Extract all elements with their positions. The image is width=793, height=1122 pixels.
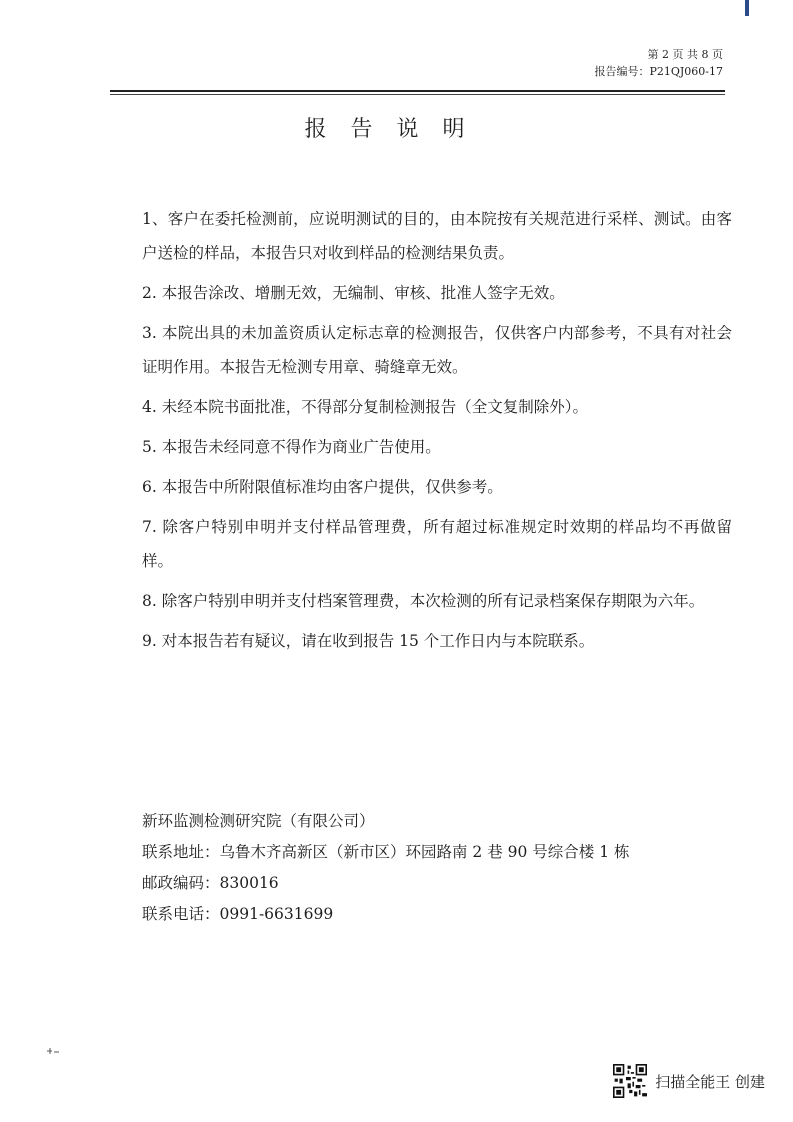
page-info: 第 2 页 共 8 页: [647, 48, 723, 61]
notice-item-9: 9. 对本报告若有疑议，请在收到报告 15 个工作日内与本院联系。: [142, 632, 595, 650]
header-rule-thin: [110, 94, 725, 95]
scanner-watermark: [613, 1064, 765, 1098]
edge-mark: [745, 0, 749, 16]
notice-item-5: 5. 本报告未经同意不得作为商业广告使用。: [142, 438, 441, 456]
notice-item-3: 3. 本院出具的未加盖资质认定标志章的检测报告，仅供客户内部参考，不具有对社会证明作用。本报告无检测专用章、骑缝章无效。: [142, 324, 732, 376]
notice-item-6: 6. 本报告中所附限值标准均由客户提供，仅供参考。: [142, 478, 503, 496]
notice-item-7: 7. 除客户特别申明并支付样品管理费，所有超过标准规定时效期的样品均不再做留样。: [142, 518, 732, 570]
notice-item-8: 8. 除客户特别申明并支付档案管理费，本次检测的所有记录档案保存期限为六年。: [142, 592, 705, 610]
report-number: 报告编号：P21QJ060-17: [594, 65, 723, 78]
org-name: 新环监测检测研究院（有限公司）: [142, 812, 375, 830]
notice-list: [142, 202, 732, 664]
notice-item-4: 4. 未经本院书面批准，不得部分复制检测报告（全文复制除外）。: [142, 398, 588, 416]
notice-item-2: 2. 本报告涂改、增删无效，无编制、审核、批准人签字无效。: [142, 284, 565, 302]
header-rule-thick: [110, 90, 725, 92]
contact-address: 联系地址：乌鲁木齐高新区（新市区）环园路南 2 巷 90 号综合楼 1 栋: [142, 843, 630, 861]
contact-block: [142, 806, 630, 930]
notice-item-1: 1、客户在委托检测前，应说明测试的目的，由本院按有关规范进行采样、测试。由客户送检的样品，本报告只对收到样品的检测结果负责。: [142, 210, 732, 262]
page-title: 报告说明: [304, 117, 489, 142]
page-header: [594, 46, 723, 80]
qr-code-icon: [613, 1064, 647, 1098]
contact-phone: 联系电话：0991-6631699: [142, 905, 334, 923]
watermark-text: 扫描全能王 创建: [655, 1072, 765, 1091]
contact-postcode: 邮政编码：830016: [142, 874, 279, 892]
scan-mark-icon: [46, 1046, 60, 1056]
